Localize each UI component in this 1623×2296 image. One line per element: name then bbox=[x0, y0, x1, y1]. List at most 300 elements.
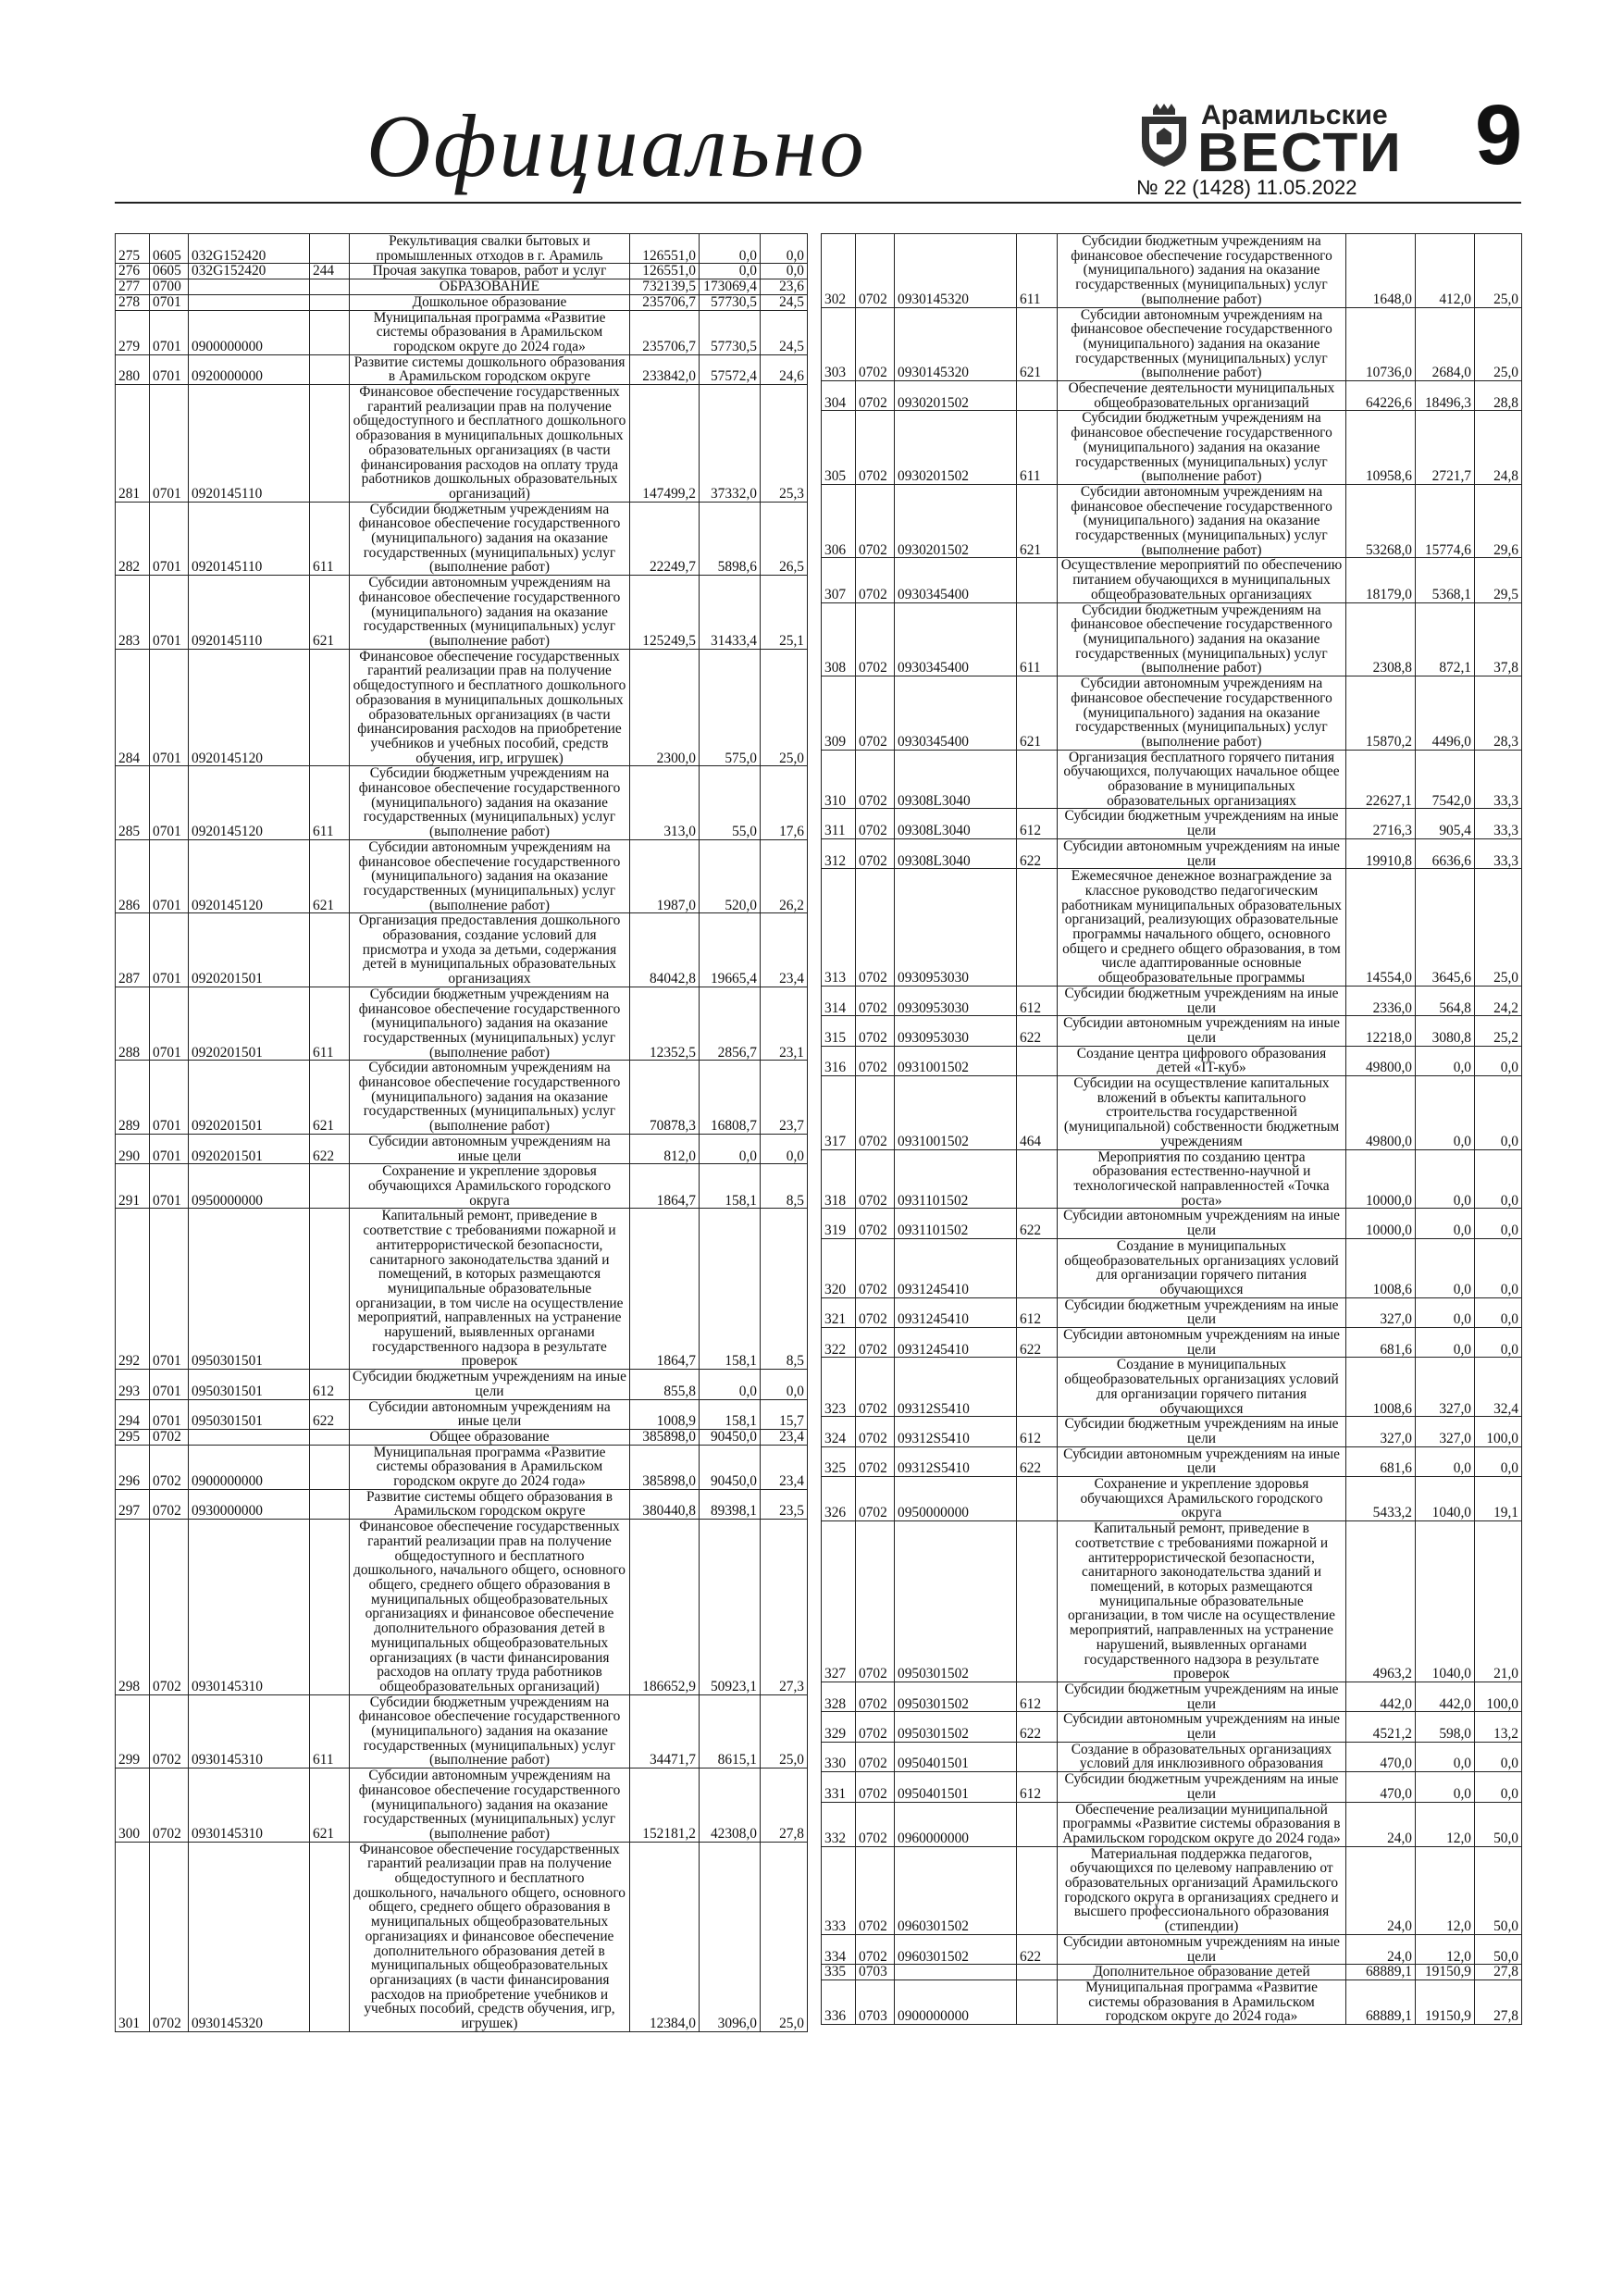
section-code: 0701 bbox=[150, 766, 189, 840]
target-article: 0931001502 bbox=[895, 1046, 1017, 1075]
table-row bbox=[116, 1164, 808, 1209]
table-row bbox=[116, 310, 808, 354]
section-code: 0702 bbox=[856, 1328, 895, 1358]
plan-amount: 327,0 bbox=[1346, 1297, 1416, 1327]
table-row bbox=[822, 1417, 1522, 1446]
section-code: 0702 bbox=[856, 1417, 895, 1446]
execution-percent: 25,2 bbox=[1475, 1016, 1522, 1046]
row-number: 277 bbox=[116, 279, 150, 295]
plan-amount: 126551,0 bbox=[630, 264, 700, 279]
execution-percent: 23,5 bbox=[761, 1489, 808, 1519]
plan-amount: 812,0 bbox=[630, 1134, 700, 1163]
coat-of-arms-icon bbox=[1136, 102, 1192, 168]
execution-percent: 0,0 bbox=[1475, 1446, 1522, 1476]
target-article: 0930953030 bbox=[895, 869, 1017, 987]
row-number: 292 bbox=[116, 1209, 150, 1370]
expense-type bbox=[310, 1429, 350, 1445]
table-row bbox=[822, 986, 1522, 1015]
expense-type bbox=[310, 1209, 350, 1370]
table-row bbox=[822, 411, 1522, 485]
plan-amount: 4963,2 bbox=[1346, 1521, 1416, 1682]
table-row bbox=[116, 1445, 808, 1489]
table-row bbox=[822, 676, 1522, 751]
plan-amount: 19910,8 bbox=[1346, 838, 1416, 868]
item-description: Финансовое обеспечение государственных гарантий реализации прав на получение общедоступного и бесплатного дошкольного, начального общего, основного общего, среднего общего образования в муниципальных общеобразовательных организациях и финансовое обеспечение дополнительного образования детей в муниципальных общеобразовательных организациях (в части финансирования расходов на приобретение учебников и учебных пособий, средств обучения, игр, игрушек) bbox=[350, 1842, 630, 2031]
plan-amount: 68889,1 bbox=[1346, 1965, 1416, 1980]
table-row bbox=[116, 987, 808, 1061]
execution-percent: 25,0 bbox=[761, 649, 808, 766]
actual-amount: 31433,4 bbox=[700, 576, 761, 650]
target-article: 0920201501 bbox=[189, 913, 310, 987]
expense-type bbox=[310, 1445, 350, 1489]
plan-amount: 126551,0 bbox=[630, 234, 700, 264]
row-number: 300 bbox=[116, 1769, 150, 1843]
execution-percent: 0,0 bbox=[1475, 1328, 1522, 1358]
actual-amount: 575,0 bbox=[700, 649, 761, 766]
item-description: Субсидии автономным учреждениям на финансовое обеспечение государственного (муниципального) задания на оказание государственных (муниципальных) услуг (выполнение работ) bbox=[1058, 307, 1346, 381]
actual-amount: 19150,9 bbox=[1416, 1980, 1475, 2024]
target-article: 0930145310 bbox=[189, 1694, 310, 1769]
row-number: 317 bbox=[822, 1076, 856, 1150]
execution-percent: 0,0 bbox=[1475, 1209, 1522, 1238]
item-description: Материальная поддержка педагогов, обучающихся по целевому направлению от образовательных организаций Арамильского городского округа в организациях среднего и высшего профессионального образования (стипендии) bbox=[1058, 1846, 1346, 1934]
section-code: 0702 bbox=[856, 411, 895, 485]
expense-type: 612 bbox=[310, 1370, 350, 1399]
table-row bbox=[116, 1370, 808, 1399]
expense-type: 244 bbox=[310, 264, 350, 279]
target-article: 0930145320 bbox=[895, 234, 1017, 308]
actual-amount: 19665,4 bbox=[700, 913, 761, 987]
target-article: 0930201502 bbox=[895, 381, 1017, 411]
row-number: 315 bbox=[822, 1016, 856, 1046]
section-code: 0700 bbox=[150, 279, 189, 295]
expense-type: 612 bbox=[1017, 809, 1058, 838]
section-code: 0702 bbox=[856, 1802, 895, 1846]
section-code: 0701 bbox=[150, 1209, 189, 1370]
section-code: 0702 bbox=[856, 1446, 895, 1476]
page-number: 9 bbox=[1475, 88, 1523, 182]
row-number: 290 bbox=[116, 1134, 150, 1163]
row-number: 298 bbox=[116, 1520, 150, 1694]
expense-type: 612 bbox=[1017, 1682, 1058, 1711]
actual-amount: 173069,4 bbox=[700, 279, 761, 295]
row-number: 279 bbox=[116, 310, 150, 354]
expense-type bbox=[1017, 1358, 1058, 1417]
expense-type: 611 bbox=[1017, 602, 1058, 676]
actual-amount: 0,0 bbox=[1416, 1772, 1475, 1802]
target-article: 0920145120 bbox=[189, 649, 310, 766]
row-number: 324 bbox=[822, 1417, 856, 1446]
plan-amount: 4521,2 bbox=[1346, 1712, 1416, 1742]
plan-amount: 470,0 bbox=[1346, 1772, 1416, 1802]
expense-type: 622 bbox=[1017, 1712, 1058, 1742]
actual-amount: 12,0 bbox=[1416, 1802, 1475, 1846]
execution-percent: 17,6 bbox=[761, 766, 808, 840]
actual-amount: 2856,7 bbox=[700, 987, 761, 1061]
section-code: 0701 bbox=[150, 1061, 189, 1135]
item-description: Организация бесплатного горячего питания обучающихся, получающих начальное общее образование в муниципальных образовательных организациях bbox=[1058, 750, 1346, 809]
table-row bbox=[822, 602, 1522, 676]
actual-amount: 158,1 bbox=[700, 1399, 761, 1429]
expense-type: 611 bbox=[310, 502, 350, 576]
expense-type bbox=[310, 385, 350, 503]
execution-percent: 0,0 bbox=[1475, 1076, 1522, 1150]
expense-type: 622 bbox=[1017, 1934, 1058, 1964]
plan-amount: 385898,0 bbox=[630, 1445, 700, 1489]
item-description: ОБРАЗОВАНИЕ bbox=[350, 279, 630, 295]
target-article: 0930145310 bbox=[189, 1769, 310, 1843]
execution-percent: 27,3 bbox=[761, 1520, 808, 1694]
table-row bbox=[822, 1328, 1522, 1358]
actual-amount: 0,0 bbox=[1416, 1149, 1475, 1209]
item-description: Субсидии автономным учреждениям на иные цели bbox=[1058, 1328, 1346, 1358]
section-code: 0701 bbox=[150, 987, 189, 1061]
actual-amount: 3645,6 bbox=[1416, 869, 1475, 987]
section-code: 0702 bbox=[150, 1842, 189, 2031]
expense-type: 612 bbox=[1017, 1772, 1058, 1802]
target-article bbox=[189, 294, 310, 310]
section-code: 0701 bbox=[150, 913, 189, 987]
section-code: 0701 bbox=[150, 1134, 189, 1163]
actual-amount: 57730,5 bbox=[700, 294, 761, 310]
actual-amount: 57730,5 bbox=[700, 310, 761, 354]
actual-amount: 4496,0 bbox=[1416, 676, 1475, 751]
header-rule bbox=[115, 202, 1521, 204]
execution-percent: 100,0 bbox=[1475, 1417, 1522, 1446]
actual-amount: 564,8 bbox=[1416, 986, 1475, 1015]
item-description: Субсидии бюджетным учреждениям на финансовое обеспечение государственного (муниципального) задания на оказание государственных (муниципальных) услуг (выполнение работ) bbox=[1058, 602, 1346, 676]
expense-type: 611 bbox=[1017, 411, 1058, 485]
plan-amount: 10000,0 bbox=[1346, 1149, 1416, 1209]
execution-percent: 25,0 bbox=[761, 1694, 808, 1769]
table-row bbox=[116, 576, 808, 650]
section-code: 0702 bbox=[856, 1742, 895, 1771]
section-code: 0701 bbox=[150, 385, 189, 503]
actual-amount: 1040,0 bbox=[1416, 1477, 1475, 1521]
actual-amount: 0,0 bbox=[1416, 1742, 1475, 1771]
target-article: 0930145320 bbox=[189, 1842, 310, 2031]
section-code: 0703 bbox=[856, 1965, 895, 1980]
row-number: 316 bbox=[822, 1046, 856, 1075]
section-code: 0702 bbox=[856, 234, 895, 308]
item-description: Субсидии автономным учреждениям на иные цели bbox=[1058, 838, 1346, 868]
page-header bbox=[115, 88, 1523, 202]
section-code: 0702 bbox=[856, 1238, 895, 1297]
target-article: 09312S5410 bbox=[895, 1417, 1017, 1446]
table-row bbox=[822, 1802, 1522, 1846]
execution-percent: 24,5 bbox=[761, 294, 808, 310]
row-number: 313 bbox=[822, 869, 856, 987]
row-number: 282 bbox=[116, 502, 150, 576]
target-article: 0930201502 bbox=[895, 411, 1017, 485]
target-article: 0931245410 bbox=[895, 1238, 1017, 1297]
section-code: 0702 bbox=[856, 1076, 895, 1150]
table-row bbox=[116, 354, 808, 384]
target-article: 0950301501 bbox=[189, 1209, 310, 1370]
expense-type bbox=[310, 1520, 350, 1694]
item-description: Сохранение и укрепление здоровья обучающихся Арамильского городского округа bbox=[1058, 1477, 1346, 1521]
actual-amount: 0,0 bbox=[700, 264, 761, 279]
section-code: 0701 bbox=[150, 294, 189, 310]
item-description: Субсидии бюджетным учреждениям на финансовое обеспечение государственного (муниципального) задания на оказание государственных (муниципальных) услуг (выполнение работ) bbox=[350, 1694, 630, 1769]
row-number: 306 bbox=[822, 484, 856, 558]
target-article: 0920201501 bbox=[189, 987, 310, 1061]
plan-amount: 1008,6 bbox=[1346, 1238, 1416, 1297]
actual-amount: 0,0 bbox=[700, 234, 761, 264]
expense-type: 622 bbox=[310, 1399, 350, 1429]
row-number: 314 bbox=[822, 986, 856, 1015]
actual-amount: 2684,0 bbox=[1416, 307, 1475, 381]
row-number: 332 bbox=[822, 1802, 856, 1846]
item-description: Субсидии бюджетным учреждениям на иные цели bbox=[1058, 1417, 1346, 1446]
table-row bbox=[116, 1061, 808, 1135]
section-code: 0702 bbox=[856, 1772, 895, 1802]
section-code: 0702 bbox=[856, 809, 895, 838]
execution-percent: 24,2 bbox=[1475, 986, 1522, 1015]
target-article: 0950401501 bbox=[895, 1772, 1017, 1802]
execution-percent: 0,0 bbox=[1475, 1742, 1522, 1771]
table-row bbox=[822, 1076, 1522, 1150]
execution-percent: 29,5 bbox=[1475, 558, 1522, 602]
row-number: 328 bbox=[822, 1682, 856, 1711]
execution-percent: 25,1 bbox=[761, 576, 808, 650]
target-article: 0920145110 bbox=[189, 385, 310, 503]
target-article: 0920145120 bbox=[189, 766, 310, 840]
actual-amount: 905,4 bbox=[1416, 809, 1475, 838]
item-description: Осуществление мероприятий по обеспечению питанием обучающихся в муниципальных общеобразовательных организациях bbox=[1058, 558, 1346, 602]
item-description: Дошкольное образование bbox=[350, 294, 630, 310]
plan-amount: 34471,7 bbox=[630, 1694, 700, 1769]
plan-amount: 12352,5 bbox=[630, 987, 700, 1061]
item-description: Субсидии бюджетным учреждениям на финансовое обеспечение государственного (муниципального) задания на оказание государственных (муниципальных) услуг (выполнение работ) bbox=[350, 987, 630, 1061]
plan-amount: 1864,7 bbox=[630, 1164, 700, 1209]
execution-percent: 8,5 bbox=[761, 1209, 808, 1370]
execution-percent: 21,0 bbox=[1475, 1521, 1522, 1682]
item-description: Создание центра цифрового образования детей «IT-куб» bbox=[1058, 1046, 1346, 1075]
item-description: Субсидии бюджетным учреждениям на иные цели bbox=[1058, 809, 1346, 838]
execution-percent: 25,3 bbox=[761, 385, 808, 503]
plan-amount: 2308,8 bbox=[1346, 602, 1416, 676]
row-number: 293 bbox=[116, 1370, 150, 1399]
row-number: 309 bbox=[822, 676, 856, 751]
expense-type: 622 bbox=[1017, 1209, 1058, 1238]
table-row bbox=[822, 1712, 1522, 1742]
expense-type bbox=[310, 354, 350, 384]
table-row bbox=[116, 385, 808, 503]
plan-amount: 10736,0 bbox=[1346, 307, 1416, 381]
expense-type: 612 bbox=[1017, 1297, 1058, 1327]
section-code: 0702 bbox=[856, 484, 895, 558]
row-number: 295 bbox=[116, 1429, 150, 1445]
actual-amount: 5898,6 bbox=[700, 502, 761, 576]
actual-amount: 19150,9 bbox=[1416, 1965, 1475, 1980]
section-code: 0701 bbox=[150, 310, 189, 354]
expense-type bbox=[1017, 558, 1058, 602]
plan-amount: 470,0 bbox=[1346, 1742, 1416, 1771]
row-number: 308 bbox=[822, 602, 856, 676]
budget-table-right bbox=[821, 233, 1522, 2025]
target-article: 0950000000 bbox=[895, 1477, 1017, 1521]
table-row bbox=[116, 766, 808, 840]
row-number: 327 bbox=[822, 1521, 856, 1682]
row-number: 321 bbox=[822, 1297, 856, 1327]
expense-type: 612 bbox=[1017, 986, 1058, 1015]
expense-type bbox=[1017, 750, 1058, 809]
plan-amount: 681,6 bbox=[1346, 1328, 1416, 1358]
plan-amount: 2336,0 bbox=[1346, 986, 1416, 1015]
table-row bbox=[822, 1521, 1522, 1682]
target-article: 0930953030 bbox=[895, 986, 1017, 1015]
item-description: Субсидии бюджетным учреждениям на финансовое обеспечение государственного (муниципального) задания на оказание государственных (муниципальных) услуг (выполнение работ) bbox=[350, 502, 630, 576]
expense-type bbox=[1017, 869, 1058, 987]
table-row bbox=[116, 1429, 808, 1445]
section-code: 0702 bbox=[150, 1445, 189, 1489]
execution-percent: 19,1 bbox=[1475, 1477, 1522, 1521]
plan-amount: 327,0 bbox=[1346, 1417, 1416, 1446]
plan-amount: 1008,9 bbox=[630, 1399, 700, 1429]
expense-type: 622 bbox=[1017, 1016, 1058, 1046]
item-description: Муниципальная программа «Развитие системы образования в Арамильском городском округе до 2024 года» bbox=[350, 1445, 630, 1489]
row-number: 310 bbox=[822, 750, 856, 809]
item-description: Субсидии автономным учреждениям на иные цели bbox=[1058, 1934, 1346, 1964]
plan-amount: 5433,2 bbox=[1346, 1477, 1416, 1521]
execution-percent: 33,3 bbox=[1475, 809, 1522, 838]
actual-amount: 37332,0 bbox=[700, 385, 761, 503]
table-row bbox=[822, 869, 1522, 987]
section-code: 0702 bbox=[856, 602, 895, 676]
target-article: 0950401501 bbox=[895, 1742, 1017, 1771]
expense-type: 621 bbox=[1017, 307, 1058, 381]
execution-percent: 26,2 bbox=[761, 839, 808, 913]
row-number: 280 bbox=[116, 354, 150, 384]
expense-type: 611 bbox=[310, 1694, 350, 1769]
execution-percent: 27,8 bbox=[1475, 1965, 1522, 1980]
execution-percent: 27,8 bbox=[1475, 1980, 1522, 2024]
execution-percent: 28,3 bbox=[1475, 676, 1522, 751]
plan-amount: 233842,0 bbox=[630, 354, 700, 384]
execution-percent: 50,0 bbox=[1475, 1934, 1522, 1964]
plan-amount: 1987,0 bbox=[630, 839, 700, 913]
section-code: 0701 bbox=[150, 1370, 189, 1399]
table-row bbox=[822, 1846, 1522, 1934]
target-article: 0930345400 bbox=[895, 602, 1017, 676]
plan-amount: 147499,2 bbox=[630, 385, 700, 503]
execution-percent: 100,0 bbox=[1475, 1682, 1522, 1711]
execution-percent: 24,5 bbox=[761, 310, 808, 354]
row-number: 334 bbox=[822, 1934, 856, 1964]
actual-amount: 90450,0 bbox=[700, 1445, 761, 1489]
plan-amount: 12218,0 bbox=[1346, 1016, 1416, 1046]
plan-amount: 1008,6 bbox=[1346, 1358, 1416, 1417]
table-row bbox=[822, 558, 1522, 602]
actual-amount: 0,0 bbox=[1416, 1446, 1475, 1476]
plan-amount: 2300,0 bbox=[630, 649, 700, 766]
item-description: Организация предоставления дошкольного образования, создание условий для присмотра и ухода за детьми, содержания детей в муниципальных образовательных организациях bbox=[350, 913, 630, 987]
item-description: Ежемесячное денежное вознаграждение за классное руководство педагогическим работникам муниципальных образовательных организаций, реализующих образовательные программы начального общего, основного общего и среднего общего образования, в том числе адаптированные основные общеобразовательные программы bbox=[1058, 869, 1346, 987]
actual-amount: 0,0 bbox=[700, 1134, 761, 1163]
actual-amount: 89398,1 bbox=[700, 1489, 761, 1519]
row-number: 329 bbox=[822, 1712, 856, 1742]
item-description: Финансовое обеспечение государственных гарантий реализации прав на получение общедоступного и бесплатного дошкольного образования в муниципальных дошкольных образовательных организациях (в части финансирования расходов на оплату труда работников дошкольных образовательных организаций) bbox=[350, 385, 630, 503]
target-article: 0920145110 bbox=[189, 576, 310, 650]
target-article: 09312S5410 bbox=[895, 1358, 1017, 1417]
row-number: 319 bbox=[822, 1209, 856, 1238]
section-code: 0701 bbox=[150, 839, 189, 913]
plan-amount: 49800,0 bbox=[1346, 1046, 1416, 1075]
plan-amount: 10000,0 bbox=[1346, 1209, 1416, 1238]
actual-amount: 8615,1 bbox=[700, 1694, 761, 1769]
execution-percent: 15,7 bbox=[761, 1399, 808, 1429]
budget-table-left bbox=[115, 233, 808, 2032]
plan-amount: 385898,0 bbox=[630, 1429, 700, 1445]
table-row bbox=[822, 1742, 1522, 1771]
row-number: 287 bbox=[116, 913, 150, 987]
actual-amount: 18496,3 bbox=[1416, 381, 1475, 411]
plan-amount: 18179,0 bbox=[1346, 558, 1416, 602]
section-code: 0702 bbox=[150, 1694, 189, 1769]
expense-type bbox=[1017, 1846, 1058, 1934]
execution-percent: 50,0 bbox=[1475, 1802, 1522, 1846]
row-number: 288 bbox=[116, 987, 150, 1061]
actual-amount: 3096,0 bbox=[700, 1842, 761, 2031]
section-code: 0702 bbox=[856, 558, 895, 602]
actual-amount: 0,0 bbox=[1416, 1046, 1475, 1075]
row-number: 330 bbox=[822, 1742, 856, 1771]
target-article: 0920145110 bbox=[189, 502, 310, 576]
target-article bbox=[189, 1429, 310, 1445]
row-number: 323 bbox=[822, 1358, 856, 1417]
execution-percent: 0,0 bbox=[1475, 1046, 1522, 1075]
plan-amount: 152181,2 bbox=[630, 1769, 700, 1843]
execution-percent: 23,1 bbox=[761, 987, 808, 1061]
target-article: 0960301502 bbox=[895, 1934, 1017, 1964]
actual-amount: 1040,0 bbox=[1416, 1521, 1475, 1682]
item-description: Создание в муниципальных общеобразовательных организациях условий для организации горячего питания обучающихся bbox=[1058, 1358, 1346, 1417]
section-code: 0701 bbox=[150, 649, 189, 766]
table-row bbox=[822, 307, 1522, 381]
actual-amount: 442,0 bbox=[1416, 1682, 1475, 1711]
target-article: 0930345400 bbox=[895, 558, 1017, 602]
expense-type: 621 bbox=[310, 1061, 350, 1135]
row-number: 325 bbox=[822, 1446, 856, 1476]
table-row bbox=[822, 1965, 1522, 1980]
table-row bbox=[116, 1842, 808, 2031]
expense-type bbox=[310, 1489, 350, 1519]
expense-type: 621 bbox=[310, 839, 350, 913]
target-article: 0920201501 bbox=[189, 1134, 310, 1163]
row-number: 312 bbox=[822, 838, 856, 868]
expense-type: 611 bbox=[310, 766, 350, 840]
execution-percent: 0,0 bbox=[761, 234, 808, 264]
execution-percent: 13,2 bbox=[1475, 1712, 1522, 1742]
target-article: 0900000000 bbox=[895, 1980, 1017, 2024]
plan-amount: 313,0 bbox=[630, 766, 700, 840]
item-description: Муниципальная программа «Развитие системы образования в Арамильском городском округе до 2024 года» bbox=[350, 310, 630, 354]
plan-amount: 235706,7 bbox=[630, 294, 700, 310]
row-number: 289 bbox=[116, 1061, 150, 1135]
target-article: 0930201502 bbox=[895, 484, 1017, 558]
plan-amount: 235706,7 bbox=[630, 310, 700, 354]
execution-percent: 23,4 bbox=[761, 1429, 808, 1445]
expense-type: 622 bbox=[1017, 1328, 1058, 1358]
expense-type: 611 bbox=[1017, 234, 1058, 308]
section-code: 0701 bbox=[150, 354, 189, 384]
expense-type bbox=[310, 1164, 350, 1209]
target-article: 0900000000 bbox=[189, 1445, 310, 1489]
execution-percent: 25,0 bbox=[761, 1842, 808, 2031]
item-description: Субсидии автономным учреждениям на иные цели bbox=[350, 1134, 630, 1163]
table-row bbox=[116, 1520, 808, 1694]
